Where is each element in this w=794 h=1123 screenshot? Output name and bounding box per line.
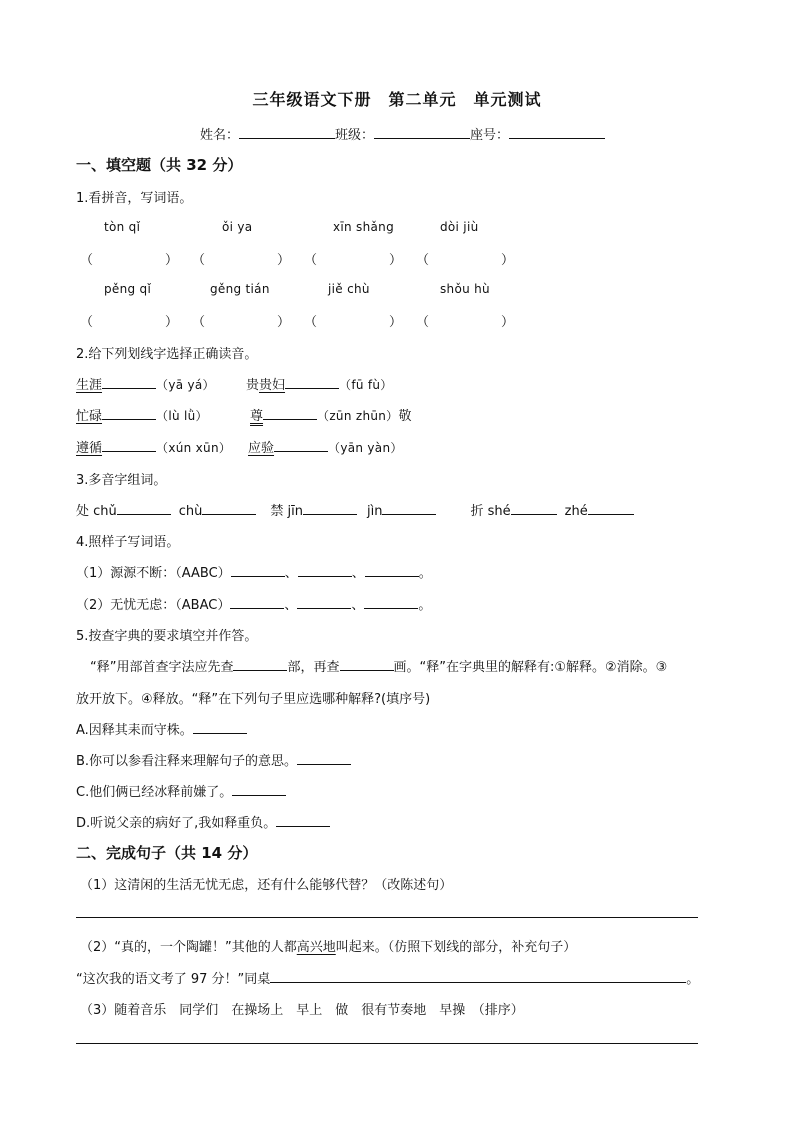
pinyin-6: gěng tián xyxy=(210,282,270,296)
polyphone-label: chù xyxy=(178,504,203,519)
answer-blank[interactable] xyxy=(276,812,330,827)
word-tail: 敬 xyxy=(398,409,412,424)
answer-blank[interactable] xyxy=(263,405,317,420)
page-title: 三年级语文下册 第二单元 单元测试 xyxy=(252,90,542,109)
s2-q2-answer: “这次我的语文考了 97 分！”同桌 。 xyxy=(76,968,699,987)
section-1-heading: 一、填空题（共 32 分） xyxy=(76,156,243,174)
answer-box[interactable]: （ ） xyxy=(304,315,403,330)
q5-para-1: “释”用部首查字法应先查 部，再查 画。“释”在字典里的解释有:①解释。②消除。③ xyxy=(90,656,667,675)
answer-box[interactable]: （ ） xyxy=(192,315,291,330)
q3-row xyxy=(76,500,634,519)
polyphone-label: 禁 jīn xyxy=(270,504,304,519)
options: （zūn zhūn） xyxy=(317,409,399,423)
answer-box[interactable]: （ ） xyxy=(192,253,291,268)
options: （fū fù） xyxy=(339,378,393,392)
answer-blank[interactable] xyxy=(117,500,171,515)
s2-q2: （2）“真的，一个陶罐！”其他的人都高兴地叫起来。（仿照下划线的部分，补充句子） xyxy=(80,940,577,955)
seat-label: 座号： xyxy=(470,128,510,143)
word: 应验 xyxy=(248,441,275,456)
answer-blank[interactable] xyxy=(102,374,156,389)
answer-blank[interactable] xyxy=(303,500,357,515)
q2-prompt: 2.给下列划线字选择正确读音。 xyxy=(76,347,258,362)
q2-row-3b xyxy=(248,437,403,456)
answer-blank[interactable] xyxy=(588,500,634,515)
underlined-phrase: 高兴地 xyxy=(296,940,336,955)
class-label: 班级： xyxy=(335,128,375,143)
pinyin-2: ǒi ya xyxy=(222,220,253,234)
answer-blank[interactable] xyxy=(232,781,286,796)
q2-row-1b xyxy=(246,374,393,393)
answer-blank[interactable] xyxy=(202,500,256,515)
name-field[interactable] xyxy=(239,124,335,139)
pinyin-1: tòn qǐ xyxy=(104,220,141,234)
q4-line-2: （2）无忧无虑：（ABAC） 、 、 。 xyxy=(76,594,431,613)
s2-q1: （1）这清闲的生活无忧无虑，还有什么能够代替？（改陈述句） xyxy=(80,878,453,893)
options: （xún xūn） xyxy=(156,441,232,455)
s2-q3: （3）随着音乐 同学们 在操场上 早上 做 很有节奏地 早操 （排序） xyxy=(80,1003,524,1018)
polyphone-label: zhé xyxy=(564,504,588,519)
pinyin-7: jiě chù xyxy=(328,282,370,296)
answer-blank[interactable] xyxy=(364,594,418,609)
answer-blank[interactable] xyxy=(382,500,436,515)
answer-line[interactable] xyxy=(76,917,698,918)
answer-blank[interactable] xyxy=(511,500,557,515)
polyphone-label: 折 shé xyxy=(470,504,511,519)
section-2-heading: 二、完成句子（共 14 分） xyxy=(76,844,258,862)
answer-blank[interactable] xyxy=(298,562,352,577)
student-info xyxy=(200,124,605,143)
answer-blank[interactable] xyxy=(231,562,285,577)
answer-line[interactable] xyxy=(76,1043,698,1044)
answer-blank[interactable] xyxy=(102,405,156,420)
word: 尊 xyxy=(250,409,264,424)
q5-item-a: A.因释其耒而守株。 xyxy=(76,719,247,738)
answer-box-row-2 xyxy=(80,311,528,330)
word: 遵循 xyxy=(76,441,103,456)
word: 贵贵妇 xyxy=(246,378,286,393)
answer-blank[interactable] xyxy=(274,437,328,452)
q4-line-1: （1）源源不断：（AABC） 、 、 。 xyxy=(76,562,432,581)
answer-blank[interactable] xyxy=(297,594,351,609)
answer-blank[interactable] xyxy=(233,656,287,671)
answer-blank[interactable] xyxy=(297,750,351,765)
answer-blank[interactable] xyxy=(230,594,284,609)
seat-field[interactable] xyxy=(509,124,605,139)
q5-item-c: C.他们俩已经冰释前嫌了。 xyxy=(76,781,286,800)
answer-blank[interactable] xyxy=(340,656,394,671)
q3-prompt: 3.多音字组词。 xyxy=(76,473,167,488)
q5-item-b: B.你可以参看注释来理解句子的意思。 xyxy=(76,750,351,769)
polyphone-label: 处 chǔ xyxy=(76,504,117,519)
q2-row-2 xyxy=(76,405,208,424)
options: （yā yá） xyxy=(156,378,215,392)
q2-row-1 xyxy=(76,374,215,393)
word: 忙碌 xyxy=(76,409,103,424)
answer-blank[interactable] xyxy=(365,562,419,577)
class-field[interactable] xyxy=(374,124,470,139)
pinyin-8: shǒu hù xyxy=(440,282,490,296)
polyphone-label: jìn xyxy=(367,504,383,519)
q2-row-2b xyxy=(250,405,411,424)
answer-blank[interactable] xyxy=(270,968,686,983)
word: 生涯 xyxy=(76,378,103,393)
pinyin-5: pěng qǐ xyxy=(104,282,152,296)
answer-box-row-1 xyxy=(80,249,528,268)
pinyin-3: xīn shǎng xyxy=(333,220,394,234)
answer-box[interactable]: （ ） xyxy=(304,253,403,268)
q2-row-3 xyxy=(76,437,231,456)
q1-prompt: 1.看拼音，写词语。 xyxy=(76,191,193,206)
answer-blank[interactable] xyxy=(102,437,156,452)
pinyin-4: dòi jiù xyxy=(440,220,479,234)
answer-box[interactable]: （ ） xyxy=(416,315,515,330)
options: （lù lǜ） xyxy=(156,409,208,423)
answer-box[interactable]: （ ） xyxy=(80,253,179,268)
answer-box[interactable]: （ ） xyxy=(416,253,515,268)
q5-prompt: 5.按查字典的要求填空并作答。 xyxy=(76,629,258,644)
q5-para-2: 放开放下。④释放。“释”在下列句子里应选哪种解释?(填序号) xyxy=(76,692,431,707)
answer-box[interactable]: （ ） xyxy=(80,315,179,330)
options: （yān yàn） xyxy=(328,441,403,455)
answer-blank[interactable] xyxy=(193,719,247,734)
q5-item-d: D.听说父亲的病好了,我如释重负。 xyxy=(76,812,330,831)
q4-prompt: 4.照样子写词语。 xyxy=(76,535,180,550)
answer-blank[interactable] xyxy=(285,374,339,389)
name-label: 姓名： xyxy=(200,128,240,143)
